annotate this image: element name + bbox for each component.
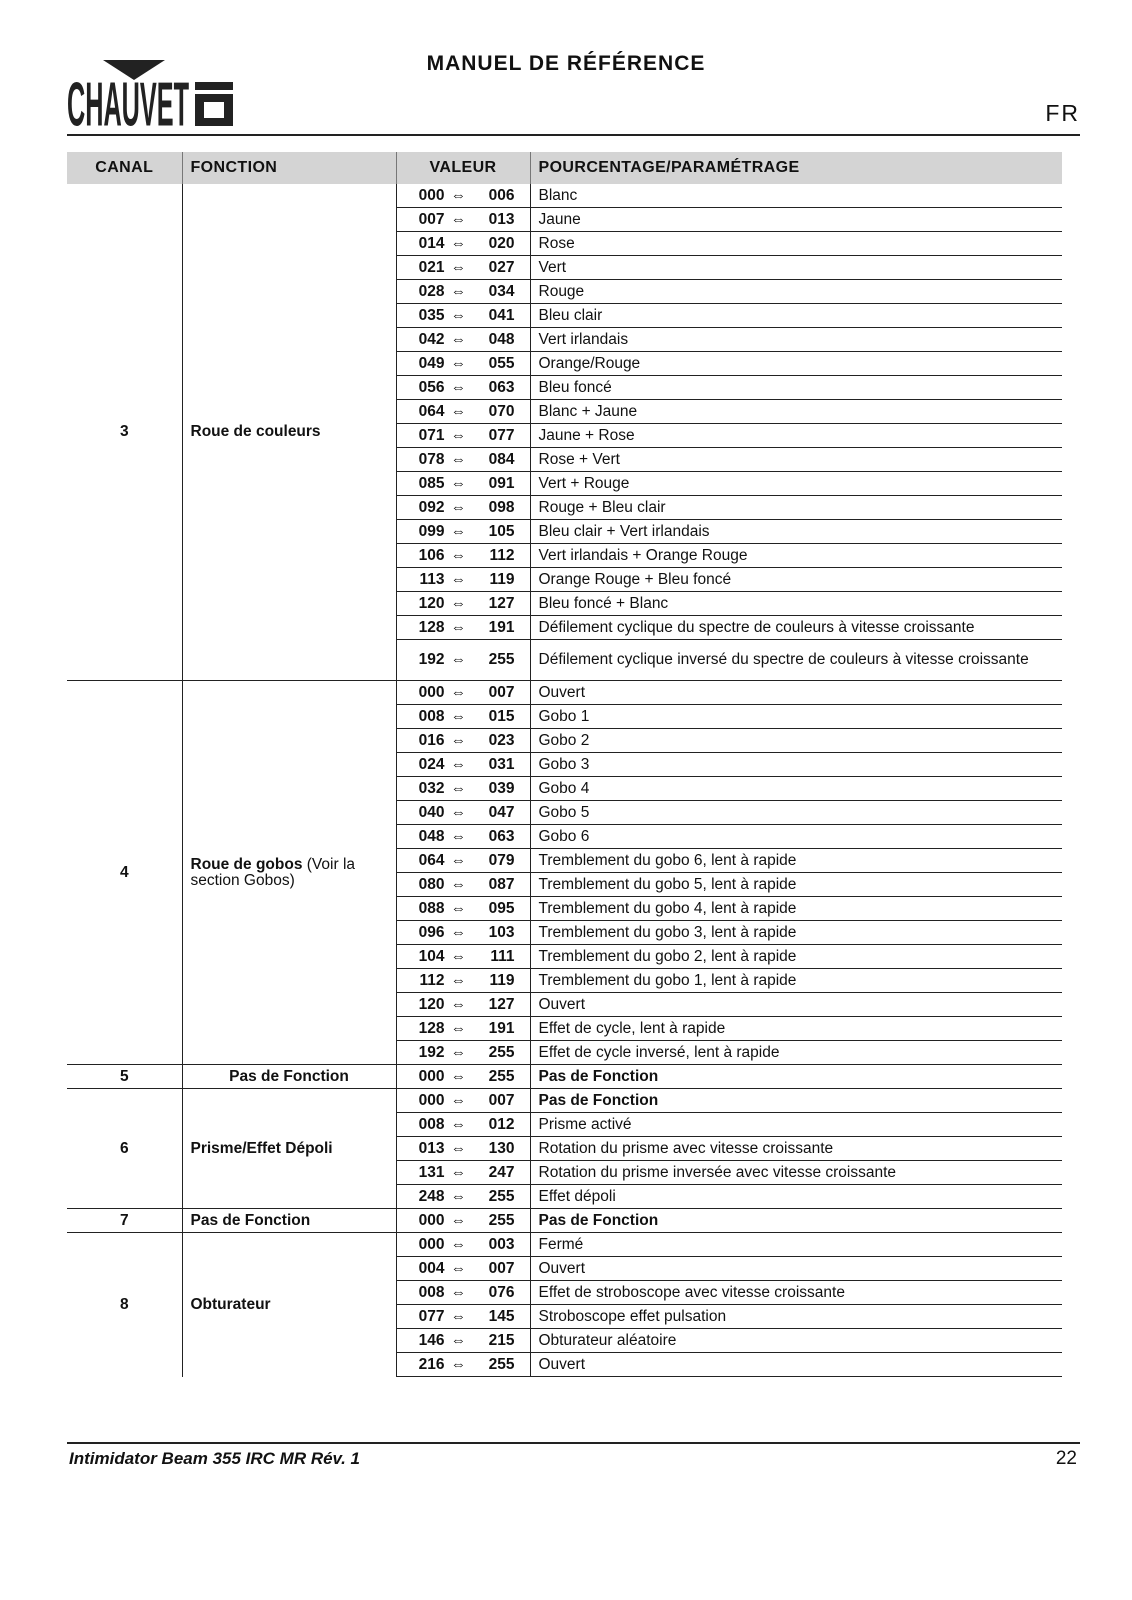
setting-description: Rose: [530, 232, 1062, 256]
setting-description: Jaune: [530, 208, 1062, 232]
value-range: [396, 424, 530, 448]
value-from: 113: [419, 570, 445, 588]
value-to: 048: [488, 330, 515, 348]
setting-description: Vert + Rouge: [530, 472, 1062, 496]
value-from: 064: [418, 402, 445, 420]
value-range: [396, 1113, 530, 1137]
channel-number: 4: [67, 681, 182, 1065]
value-to: 041: [488, 306, 515, 324]
value-to: 091: [488, 474, 515, 492]
setting-description: Effet de cycle inversé, lent à rapide: [530, 1041, 1062, 1065]
function-name: Pas de Fonction: [229, 1067, 349, 1085]
page-title: MANUEL DE RÉFÉRENCE: [426, 52, 706, 75]
value-to: 023: [488, 731, 515, 749]
value-to: 007: [488, 1259, 515, 1277]
value-range: [396, 400, 530, 424]
value-range: [396, 640, 530, 681]
value-range: [396, 184, 530, 208]
range-arrow-icon: ⇔: [450, 1163, 467, 1181]
range-arrow-icon: ⇔: [450, 186, 467, 204]
column-header-parametrage: POURCENTAGE/PARAMÉTRAGE: [530, 152, 1062, 184]
setting-description: Défilement cyclique inversé du spectre de couleurs à vitesse croissante: [530, 640, 1062, 681]
range-arrow-icon: ⇔: [450, 731, 467, 749]
value-to: 006: [488, 186, 515, 204]
value-from: 014: [418, 234, 445, 252]
value-range: [396, 777, 530, 801]
value-from: 028: [418, 282, 445, 300]
range-arrow-icon: ⇔: [450, 995, 467, 1013]
range-arrow-icon: ⇔: [450, 755, 467, 773]
setting-description: Tremblement du gobo 2, lent à rapide: [530, 945, 1062, 969]
setting-description: Tremblement du gobo 3, lent à rapide: [530, 921, 1062, 945]
value-to: 127: [488, 995, 515, 1013]
range-arrow-icon: ⇔: [450, 378, 467, 396]
value-from: 008: [418, 1115, 445, 1133]
value-from: 008: [418, 707, 445, 725]
value-to: 111: [490, 947, 515, 965]
value-from: 008: [418, 1283, 445, 1301]
value-to: 191: [488, 618, 515, 636]
value-to: 007: [488, 683, 515, 701]
table-row: [67, 1209, 1062, 1233]
value-from: 000: [418, 1235, 445, 1253]
setting-description: Gobo 2: [530, 729, 1062, 753]
value-to: 077: [488, 426, 515, 444]
value-range: [396, 328, 530, 352]
table-row: [67, 1233, 1062, 1257]
value-to: 095: [488, 899, 515, 917]
value-from: 192: [418, 651, 445, 668]
function-note: (Voir la section Gobos): [190, 855, 356, 889]
table-row: [67, 184, 1062, 208]
value-range: [396, 616, 530, 640]
range-arrow-icon: ⇔: [450, 1187, 467, 1205]
setting-description: Tremblement du gobo 6, lent à rapide: [530, 849, 1062, 873]
setting-description: Fermé: [530, 1233, 1062, 1257]
value-from: 131: [418, 1163, 445, 1181]
value-to: 255: [488, 1043, 515, 1061]
range-arrow-icon: ⇔: [450, 258, 467, 276]
setting-description: Rotation du prisme avec vitesse croissante: [530, 1137, 1062, 1161]
setting-description: Ouvert: [530, 1353, 1062, 1377]
footer-document-title: Intimidator Beam 355 IRC MR Rév. 1: [69, 1449, 360, 1468]
value-range: [396, 1257, 530, 1281]
setting-description: Bleu foncé + Blanc: [530, 592, 1062, 616]
value-to: 105: [488, 522, 515, 540]
range-arrow-icon: ⇔: [450, 707, 467, 725]
value-to: 003: [488, 1235, 515, 1253]
range-arrow-icon: ⇔: [450, 498, 467, 516]
setting-description: Vert irlandais: [530, 328, 1062, 352]
value-to: 215: [488, 1331, 515, 1349]
range-arrow-icon: ⇔: [450, 683, 467, 701]
value-from: 128: [418, 618, 445, 636]
language-code: FR: [1045, 100, 1080, 126]
value-from: 128: [418, 1019, 445, 1037]
value-range: [396, 729, 530, 753]
setting-description: Bleu clair + Vert irlandais: [530, 520, 1062, 544]
value-from: 000: [418, 186, 445, 204]
table-row: [67, 1089, 1062, 1113]
value-to: 255: [488, 1355, 515, 1373]
value-to: 119: [489, 570, 515, 588]
setting-description: Obturateur aléatoire: [530, 1329, 1062, 1353]
value-range: [396, 1185, 530, 1209]
value-from: 016: [418, 731, 445, 749]
setting-description: Ouvert: [530, 1257, 1062, 1281]
setting-description: Rotation du prisme inversée avec vitesse croissante: [530, 1161, 1062, 1185]
value-range: [396, 801, 530, 825]
range-arrow-icon: ⇔: [450, 1067, 467, 1085]
function-name: Prisme/Effet Dépoli: [190, 1139, 333, 1157]
setting-description: Orange/Rouge: [530, 352, 1062, 376]
value-range: [396, 472, 530, 496]
range-arrow-icon: ⇔: [450, 947, 467, 965]
range-arrow-icon: ⇔: [450, 1091, 467, 1109]
setting-description: Gobo 5: [530, 801, 1062, 825]
setting-description: Effet dépoli: [530, 1185, 1062, 1209]
range-arrow-icon: ⇔: [450, 450, 467, 468]
setting-description: Prisme activé: [530, 1113, 1062, 1137]
value-to: 039: [488, 779, 515, 797]
value-to: 076: [488, 1283, 515, 1301]
value-to: 255: [488, 1187, 515, 1205]
value-from: 104: [418, 947, 445, 965]
value-from: 042: [418, 330, 445, 348]
range-arrow-icon: ⇔: [450, 402, 467, 420]
range-arrow-icon: ⇔: [450, 875, 467, 893]
function-name: Pas de Fonction: [190, 1211, 311, 1229]
setting-description: Blanc: [530, 184, 1062, 208]
value-to: 130: [488, 1139, 515, 1157]
setting-description: Rouge: [530, 280, 1062, 304]
range-arrow-icon: ⇔: [450, 1043, 467, 1061]
range-arrow-icon: ⇔: [450, 1019, 467, 1037]
value-from: 048: [418, 827, 445, 845]
setting-description: Rose + Vert: [530, 448, 1062, 472]
value-to: 112: [489, 546, 515, 564]
value-from: 077: [418, 1307, 445, 1325]
value-range: [396, 1161, 530, 1185]
value-range: [396, 448, 530, 472]
table-header-row: [67, 152, 1062, 184]
value-from: 040: [418, 803, 445, 821]
value-from: 000: [418, 1091, 445, 1109]
value-to: 034: [488, 282, 515, 300]
channel-number: 5: [67, 1065, 182, 1089]
chauvet-dj-logo: [67, 58, 239, 139]
setting-description: Gobo 1: [530, 705, 1062, 729]
value-to: 020: [488, 234, 515, 252]
value-range: [396, 592, 530, 616]
channel-number: 3: [67, 184, 182, 681]
value-range: [396, 544, 530, 568]
range-arrow-icon: ⇔: [450, 803, 467, 821]
table-row: [67, 1065, 1062, 1089]
value-from: 112: [419, 971, 445, 989]
setting-description: Ouvert: [530, 993, 1062, 1017]
range-arrow-icon: ⇔: [450, 827, 467, 845]
range-arrow-icon: ⇔: [450, 522, 467, 540]
setting-description: Pas de Fonction: [530, 1065, 1062, 1089]
value-range: [396, 304, 530, 328]
value-range: [396, 969, 530, 993]
header-divider: [67, 134, 1080, 136]
value-range: [396, 1089, 530, 1113]
setting-description: Gobo 6: [530, 825, 1062, 849]
value-to: 007: [488, 1091, 515, 1109]
value-from: 216: [418, 1355, 445, 1373]
value-range: [396, 568, 530, 592]
channel-number: 8: [67, 1233, 182, 1377]
value-range: [396, 1281, 530, 1305]
footer-divider: [67, 1442, 1080, 1444]
value-range: [396, 753, 530, 777]
value-range: [396, 945, 530, 969]
page-number: 22: [1055, 1448, 1077, 1469]
value-range: [396, 1305, 530, 1329]
range-arrow-icon: ⇔: [450, 1211, 467, 1229]
channel-function: [182, 681, 396, 1065]
value-from: 120: [418, 594, 445, 612]
setting-description: Effet de stroboscope avec vitesse croissante: [530, 1281, 1062, 1305]
channel-function: [182, 1233, 396, 1377]
value-range: [396, 897, 530, 921]
value-range: [396, 921, 530, 945]
value-from: 106: [418, 546, 445, 564]
value-from: 248: [418, 1187, 445, 1205]
value-to: 255: [488, 651, 515, 668]
range-arrow-icon: ⇔: [450, 1259, 467, 1277]
range-arrow-icon: ⇔: [450, 234, 467, 252]
value-range: [396, 1233, 530, 1257]
value-range: [396, 825, 530, 849]
value-range: [396, 208, 530, 232]
value-from: 004: [418, 1259, 445, 1277]
value-range: [396, 1137, 530, 1161]
value-to: 027: [488, 258, 515, 276]
value-to: 098: [488, 498, 515, 516]
value-range: [396, 1017, 530, 1041]
value-to: 012: [488, 1115, 515, 1133]
value-range: [396, 705, 530, 729]
value-range: [396, 849, 530, 873]
value-range: [396, 1065, 530, 1089]
value-to: 084: [488, 450, 515, 468]
setting-description: Orange Rouge + Bleu foncé: [530, 568, 1062, 592]
function-name: Roue de gobos: [190, 855, 303, 873]
range-arrow-icon: ⇔: [450, 354, 467, 372]
range-arrow-icon: ⇔: [450, 1307, 467, 1325]
range-arrow-icon: ⇔: [450, 779, 467, 797]
setting-description: Gobo 3: [530, 753, 1062, 777]
value-range: [396, 352, 530, 376]
value-to: 145: [488, 1307, 515, 1325]
value-to: 087: [488, 875, 515, 893]
channel-function: [182, 1089, 396, 1209]
setting-description: Vert: [530, 256, 1062, 280]
value-range: [396, 232, 530, 256]
column-header-valeur: VALEUR: [396, 152, 530, 184]
range-arrow-icon: ⇔: [450, 1235, 467, 1253]
value-to: 047: [488, 803, 515, 821]
value-to: 031: [488, 755, 515, 773]
range-arrow-icon: ⇔: [450, 546, 467, 564]
value-from: 120: [418, 995, 445, 1013]
setting-description: Gobo 4: [530, 777, 1062, 801]
setting-description: Tremblement du gobo 4, lent à rapide: [530, 897, 1062, 921]
range-arrow-icon: ⇔: [450, 594, 467, 612]
value-from: 085: [418, 474, 445, 492]
value-from: 096: [418, 923, 445, 941]
range-arrow-icon: ⇔: [450, 1139, 467, 1157]
value-range: [396, 1041, 530, 1065]
function-name: Roue de couleurs: [190, 423, 321, 440]
value-from: 032: [418, 779, 445, 797]
svg-text:CHAUVET: CHAUVET: [67, 69, 189, 139]
setting-description: Stroboscope effet pulsation: [530, 1305, 1062, 1329]
value-range: [396, 520, 530, 544]
value-to: 255: [488, 1067, 515, 1085]
value-from: 000: [418, 1067, 445, 1085]
value-range: [396, 681, 530, 705]
range-arrow-icon: ⇔: [450, 330, 467, 348]
setting-description: Pas de Fonction: [530, 1209, 1062, 1233]
channel-number: 7: [67, 1209, 182, 1233]
range-arrow-icon: ⇔: [450, 282, 467, 300]
setting-description: Jaune + Rose: [530, 424, 1062, 448]
value-to: 255: [488, 1211, 515, 1229]
value-range: [396, 993, 530, 1017]
range-arrow-icon: ⇔: [450, 1331, 467, 1349]
value-from: 035: [418, 306, 445, 324]
setting-description: Défilement cyclique du spectre de couleurs à vitesse croissante: [530, 616, 1062, 640]
range-arrow-icon: ⇔: [450, 474, 467, 492]
value-from: 000: [418, 683, 445, 701]
value-from: 080: [418, 875, 445, 893]
function-name: Obturateur: [190, 1295, 271, 1313]
range-arrow-icon: ⇔: [450, 1115, 467, 1133]
value-to: 127: [488, 594, 515, 612]
setting-description: Blanc + Jaune: [530, 400, 1062, 424]
range-arrow-icon: ⇔: [450, 426, 467, 444]
value-from: 092: [418, 498, 445, 516]
dmx-channel-table: [67, 152, 1062, 1377]
range-arrow-icon: ⇔: [450, 618, 467, 636]
value-range: [396, 496, 530, 520]
range-arrow-icon: ⇔: [450, 570, 467, 588]
setting-description: Ouvert: [530, 681, 1062, 705]
table-row: [67, 681, 1062, 705]
value-range: [396, 256, 530, 280]
range-arrow-icon: ⇔: [450, 1355, 467, 1373]
value-range: [396, 1329, 530, 1353]
value-range: [396, 1353, 530, 1377]
channel-function: [182, 1209, 396, 1233]
value-to: 079: [488, 851, 515, 869]
range-arrow-icon: ⇔: [450, 1283, 467, 1301]
value-from: 024: [418, 755, 445, 773]
value-from: 088: [418, 899, 445, 917]
value-range: [396, 376, 530, 400]
value-to: 119: [489, 971, 515, 989]
range-arrow-icon: ⇔: [450, 210, 467, 228]
value-range: [396, 1209, 530, 1233]
value-to: 103: [488, 923, 515, 941]
value-to: 070: [488, 402, 515, 420]
value-from: 099: [418, 522, 445, 540]
channel-function: [182, 1065, 396, 1089]
value-to: 015: [488, 707, 515, 725]
setting-description: Effet de cycle, lent à rapide: [530, 1017, 1062, 1041]
range-arrow-icon: ⇔: [450, 923, 467, 941]
value-from: 013: [418, 1139, 445, 1157]
value-from: 078: [418, 450, 445, 468]
range-arrow-icon: ⇔: [450, 899, 467, 917]
value-range: [396, 280, 530, 304]
value-to: 055: [488, 354, 515, 372]
value-from: 056: [418, 378, 445, 396]
range-arrow-icon: ⇔: [450, 306, 467, 324]
setting-description: Bleu foncé: [530, 376, 1062, 400]
value-range: [396, 873, 530, 897]
value-from: 000: [418, 1211, 445, 1229]
value-to: 063: [488, 827, 515, 845]
setting-description: Pas de Fonction: [530, 1089, 1062, 1113]
value-from: 007: [418, 210, 445, 228]
setting-description: Tremblement du gobo 1, lent à rapide: [530, 969, 1062, 993]
value-from: 071: [418, 426, 445, 444]
value-to: 247: [488, 1163, 515, 1181]
value-to: 063: [488, 378, 515, 396]
channel-number: 6: [67, 1089, 182, 1209]
value-from: 192: [418, 1043, 445, 1061]
setting-description: Rouge + Bleu clair: [530, 496, 1062, 520]
value-to: 191: [488, 1019, 515, 1037]
setting-description: Vert irlandais + Orange Rouge: [530, 544, 1062, 568]
channel-function: [182, 184, 396, 681]
value-from: 049: [418, 354, 445, 372]
setting-description: Bleu clair: [530, 304, 1062, 328]
value-from: 021: [418, 258, 445, 276]
column-header-canal: CANAL: [67, 152, 182, 184]
value-to: 013: [488, 210, 515, 228]
range-arrow-icon: ⇔: [450, 971, 467, 989]
range-arrow-icon: ⇔: [450, 851, 467, 869]
setting-description: Tremblement du gobo 5, lent à rapide: [530, 873, 1062, 897]
column-header-fonction: FONCTION: [182, 152, 396, 184]
range-arrow-icon: ⇔: [450, 651, 467, 668]
value-from: 146: [418, 1331, 445, 1349]
value-from: 064: [418, 851, 445, 869]
